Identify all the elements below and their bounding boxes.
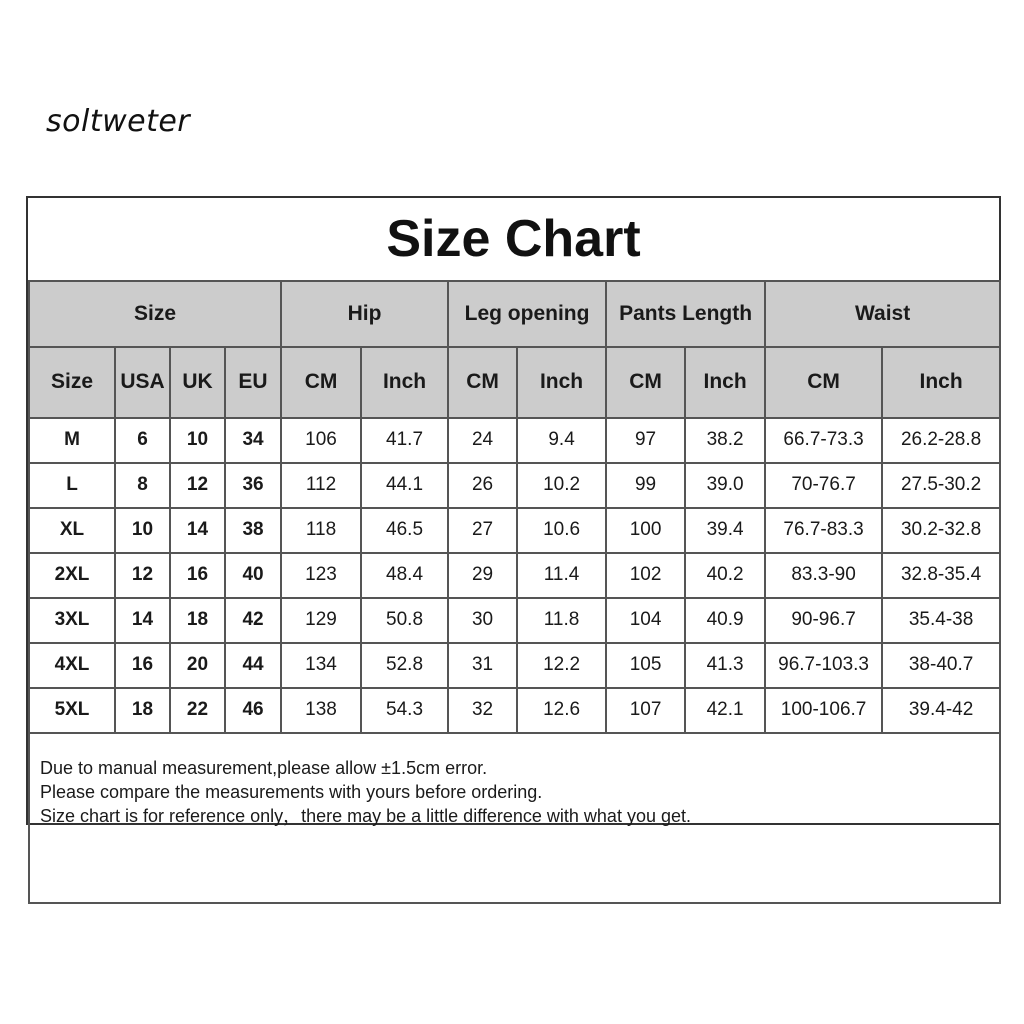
group-header-leg-opening: Leg opening [448,281,606,347]
table-cell: 38-40.7 [882,643,1000,688]
table-cell: 14 [170,508,225,553]
table-cell: 18 [115,688,170,733]
sub-header-hip-cm: CM [281,347,361,418]
table-cell: 18 [170,598,225,643]
sub-header-waist-cm: CM [765,347,882,418]
table-cell: 30 [448,598,517,643]
table-cell: 102 [606,553,685,598]
table-cell: 40 [225,553,281,598]
table-cell: 99 [606,463,685,508]
table-cell: 97 [606,418,685,463]
table-cell: 11.8 [517,598,606,643]
group-header-size: Size [29,281,281,347]
table-cell: 100 [606,508,685,553]
table-cell: 48.4 [361,553,448,598]
table-row [29,553,1000,598]
table-cell: 9.4 [517,418,606,463]
table-cell: 11.4 [517,553,606,598]
sub-header-uk: UK [170,347,225,418]
sub-header-length-cm: CM [606,347,685,418]
table-cell: 4XL [29,643,115,688]
table-cell: 123 [281,553,361,598]
table-cell: 24 [448,418,517,463]
table-cell: 22 [170,688,225,733]
table-cell: 10 [115,508,170,553]
notes-section [29,733,1000,903]
sub-header-leg-cm: CM [448,347,517,418]
table-cell: 10.2 [517,463,606,508]
sub-header-leg-inch: Inch [517,347,606,418]
table-cell: 40.9 [685,598,765,643]
note-line: Due to manual measurement,please allow ±1.5cm error. [40,757,488,778]
table-cell: 46 [225,688,281,733]
table-cell: 32.8-35.4 [882,553,1000,598]
chart-title: Size Chart [28,198,999,282]
table-cell: 44 [225,643,281,688]
table-cell: 104 [606,598,685,643]
table-row [29,643,1000,688]
table-cell: L [29,463,115,508]
table-row [29,418,1000,463]
sub-header-length-inch: Inch [685,347,765,418]
note-line: Please compare the measurements with yours before ordering. [40,781,543,802]
table-cell: 39.4 [685,508,765,553]
table-cell: 12 [170,463,225,508]
table-cell: 50.8 [361,598,448,643]
table-cell: 3XL [29,598,115,643]
table-cell: 54.3 [361,688,448,733]
table-cell: 118 [281,508,361,553]
sub-header-size: Size [29,347,115,418]
table-cell: 10 [170,418,225,463]
table-cell: 70-76.7 [765,463,882,508]
table-cell: 52.8 [361,643,448,688]
table-cell: 27.5-30.2 [882,463,1000,508]
sub-header-row [29,347,1000,418]
sub-header-eu: EU [225,347,281,418]
table-cell: 10.6 [517,508,606,553]
table-cell: M [29,418,115,463]
table-cell: 39.0 [685,463,765,508]
table-cell: 36 [225,463,281,508]
group-header-row [29,281,1000,347]
table-cell: 96.7-103.3 [765,643,882,688]
table-cell: 31 [448,643,517,688]
table-cell: 26 [448,463,517,508]
table-cell: 134 [281,643,361,688]
table-cell: 76.7-83.3 [765,508,882,553]
sub-header-usa: USA [115,347,170,418]
table-cell: 42.1 [685,688,765,733]
table-cell: 32 [448,688,517,733]
table-cell: 12.2 [517,643,606,688]
table-cell: 5XL [29,688,115,733]
table-cell: 138 [281,688,361,733]
table-cell: 26.2-28.8 [882,418,1000,463]
table-cell: 129 [281,598,361,643]
size-chart-frame [26,196,1001,825]
table-cell: 27 [448,508,517,553]
group-header-pants-length: Pants Length [606,281,765,347]
sub-header-waist-inch: Inch [882,347,1000,418]
table-cell: 107 [606,688,685,733]
table-cell: 41.7 [361,418,448,463]
table-cell: 16 [115,643,170,688]
table-cell: 41.3 [685,643,765,688]
table-cell: 35.4-38 [882,598,1000,643]
table-row [29,688,1000,733]
table-cell: 100-106.7 [765,688,882,733]
table-cell: 8 [115,463,170,508]
table-cell: 34 [225,418,281,463]
brand-logo-text: soltweter [46,104,191,139]
table-cell: 38 [225,508,281,553]
table-cell: 38.2 [685,418,765,463]
table-cell: 14 [115,598,170,643]
size-table [28,280,1001,904]
note-line: Size chart is for reference only，there may be a little difference with what you get. [40,805,691,826]
table-row [29,463,1000,508]
table-row [29,598,1000,643]
table-cell: 105 [606,643,685,688]
table-cell: 106 [281,418,361,463]
table-cell: 46.5 [361,508,448,553]
table-cell: 112 [281,463,361,508]
table-cell: 83.3-90 [765,553,882,598]
table-cell: 44.1 [361,463,448,508]
table-cell: 12 [115,553,170,598]
group-header-waist: Waist [765,281,1000,347]
table-cell: 2XL [29,553,115,598]
table-cell: 42 [225,598,281,643]
table-cell: 40.2 [685,553,765,598]
table-cell: 6 [115,418,170,463]
table-cell: XL [29,508,115,553]
group-header-hip: Hip [281,281,448,347]
table-cell: 20 [170,643,225,688]
table-cell: 66.7-73.3 [765,418,882,463]
table-row [29,508,1000,553]
table-cell: 90-96.7 [765,598,882,643]
table-cell: 16 [170,553,225,598]
table-cell: 12.6 [517,688,606,733]
table-cell: 39.4-42 [882,688,1000,733]
table-cell: 30.2-32.8 [882,508,1000,553]
sub-header-hip-inch: Inch [361,347,448,418]
table-cell: 29 [448,553,517,598]
